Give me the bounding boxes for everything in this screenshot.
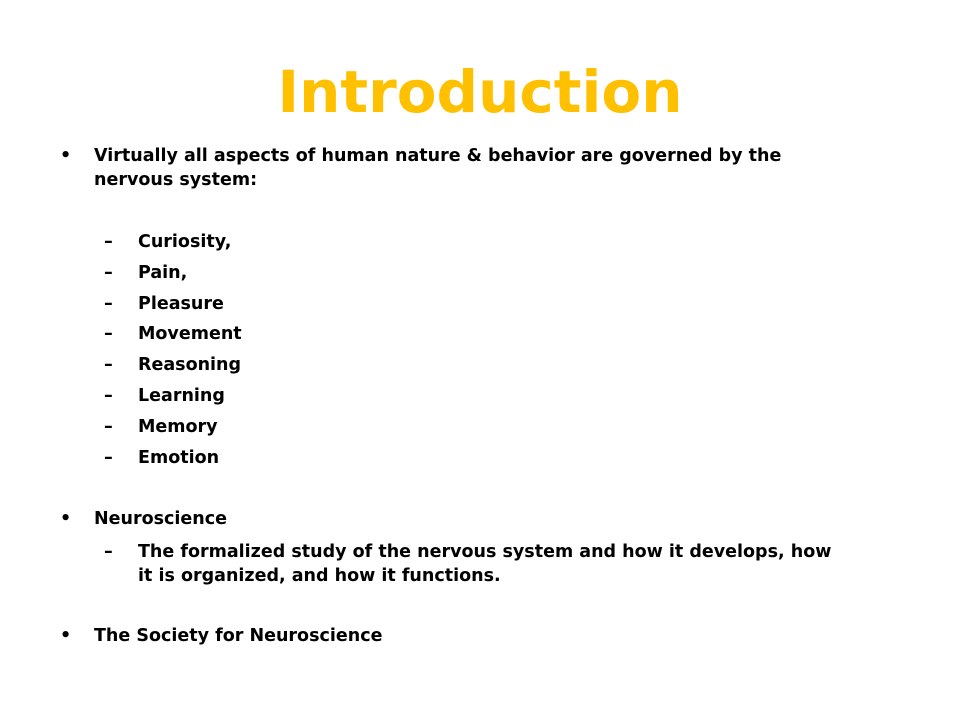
bullet-icon: • [60,626,72,646]
bullet-text: Neuroscience [94,509,227,529]
sub-item-text: Pain, [138,263,188,283]
bullet-icon: • [60,509,72,529]
sub-item-text: Emotion [138,448,220,468]
sub-item-text: Movement [138,324,242,344]
dash-icon: – [104,386,113,406]
dash-icon: – [104,324,113,344]
bullet-icon: • [60,146,72,166]
sub-item-text: The formalized study of the nervous system and how it develops, how it is organized, and how it functions. [138,542,832,586]
sub-item-text: Reasoning [138,355,242,375]
dash-icon: – [104,263,113,283]
dash-icon: – [104,232,113,252]
sub-item-text: Learning [138,386,225,406]
dash-icon: – [104,355,113,375]
bullet-text: The Society for Neuroscience [94,626,383,646]
slide-title: Introduction [277,58,683,126]
sub-item-text: Pleasure [138,294,224,314]
bullet-text: Virtually all aspects of human nature & behavior are governed by the nervous system: [94,146,782,190]
sub-item-text: Curiosity, [138,232,232,252]
sub-item-text: Memory [138,417,218,437]
dash-icon: – [104,417,113,437]
dash-icon: – [104,448,113,468]
dash-icon: – [104,294,113,314]
dash-icon: – [104,542,113,562]
